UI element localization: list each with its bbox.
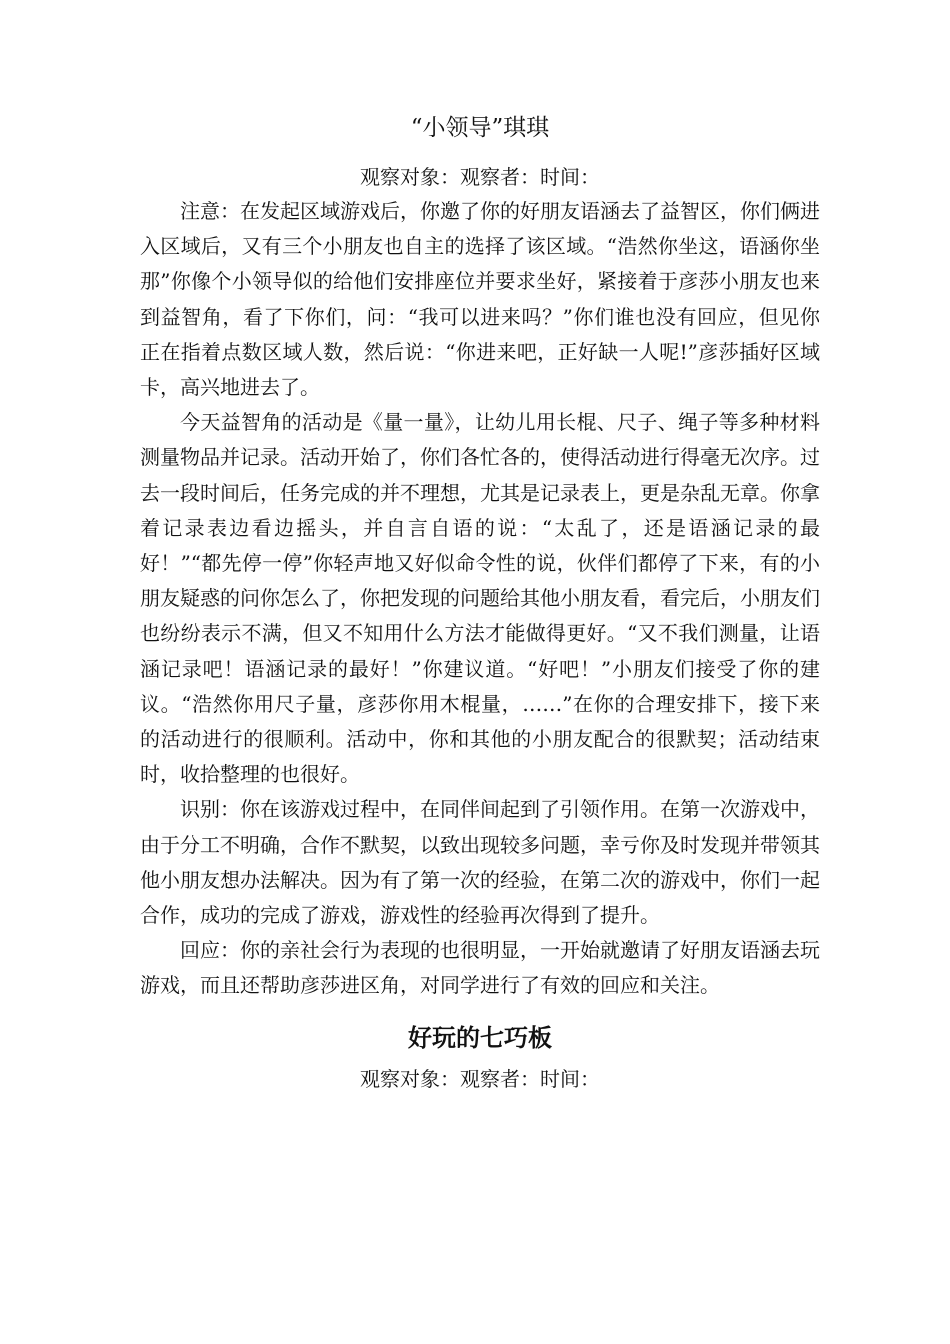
section1-meta: 观察对象：观察者：时间： <box>360 165 600 189</box>
document-content <box>140 108 820 1096</box>
section1-title: “小领导”琪琪 <box>410 115 550 141</box>
section2-meta: 观察对象：观察者：时间： <box>360 1066 600 1091</box>
paragraph-attention: 注意：在发起区域游戏后，你邀了你的好朋友语涵去了益智区，你们俩进入区域后，又有三个小朋友也自主的选择了该区域。“浩然你坐这，语涵你坐那”你像个小领导似的给他们安排座位并要求坐好，紧接着于彦莎小朋友也来到益智角，看了下你们，问：“我可以进来吗？”你们谁也没有回应，但见你正在指着点数区域人数，然后说：“你进来吧，正好缺一人呢!”彦莎插好区域卡，高兴地进去了。 <box>140 199 820 400</box>
paragraph-identification: 识别：你在该游戏过程中，在同伴间起到了引领作用。在第一次游戏中，由于分工不明确，合作不默契，以致出现较多问题，幸亏你及时发现并带领其他小朋友想办法解决。因为有了第一次的经验，在第二次的游戏中，你们一起合作，成功的完成了游戏，游戏性的经验再次得到了提升。 <box>140 797 820 928</box>
paragraph-response: 回应：你的亲社会行为表现的也很明显，一开始就邀请了好朋友语涵去玩游戏，而且还帮助彦莎进区角，对同学进行了有效的回应和关注。 <box>140 938 820 998</box>
paragraph-activity: 今天益智角的活动是《量一量》，让幼儿用长棍、尺子、绳子等多种材料测量物品并记录。活动开始了，你们各忙各的，使得活动进行得毫无次序。过去一段时间后，任务完成的并不理想，尤其是记录表上，更是杂乱无章。你拿着记录表边看边摇头，并自言自语的说：“太乱了，还是语涵记录的最好！”“都先停一停”你轻声地又好似命令性的说，伙伴们都停了下来，有的小朋友疑惑的问你怎么了，你把发现的问题给其他小朋友看，看完后，小朋友们也纷纷表示不满，但又不知用什么方法才能做得更好。“又不我们测量，让语涵记录吧！语涵记录的最好！”你建议道。“好吧！”小朋友们接受了你的建议。“浩然你用尺子量，彦莎你用木棍量，……”在你的合理安排下，接下来的活动进行的很顺利。活动中，你和其他的小朋友配合的很默契；活动结束时，收拾整理的也很好。 <box>140 410 820 787</box>
section2-title: 好玩的七巧板 <box>408 1023 552 1052</box>
